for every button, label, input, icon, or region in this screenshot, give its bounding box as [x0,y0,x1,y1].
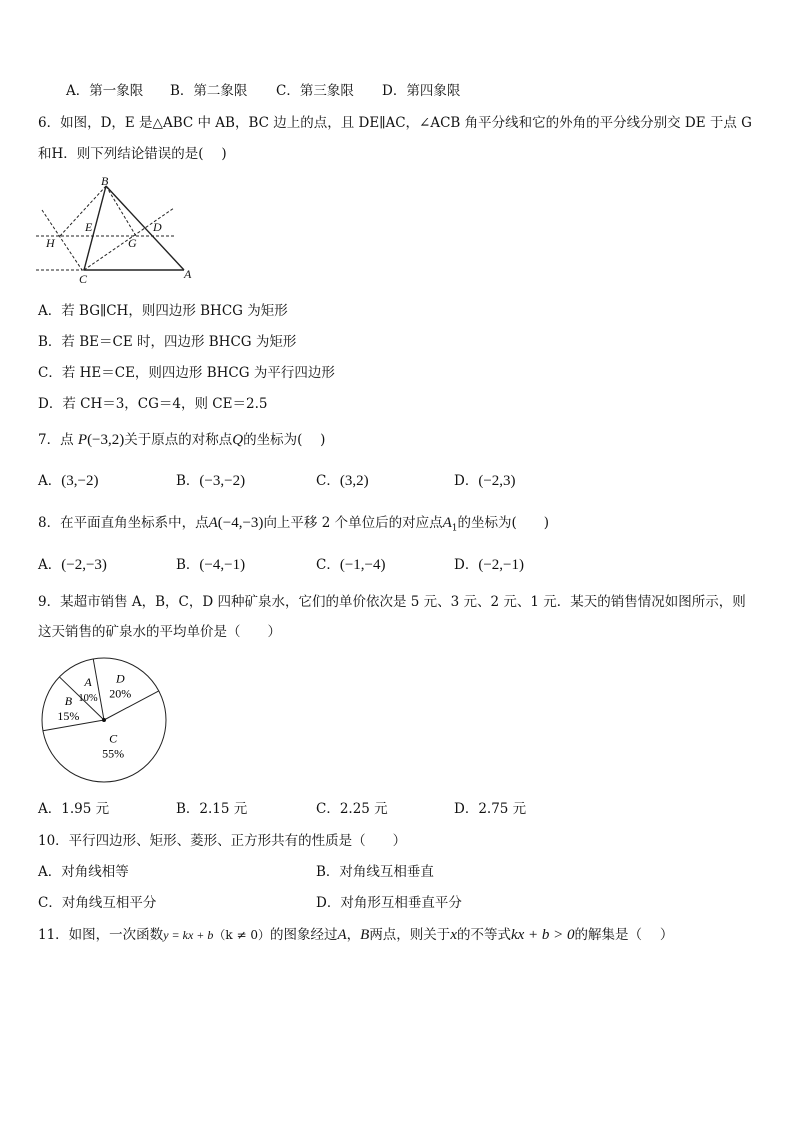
q8-option-b: B．(−4,−1) [176,557,246,573]
q9-option-b: B．2.15 元 [176,801,248,817]
q7-stem: 7．点 P(−3,2)关于原点的对称点Q的坐标为( ) [38,432,326,448]
q7-option-c: C．(3,2) [316,473,369,489]
q10-stem: 10．平行四边形、矩形、菱形、正方形共有的性质是（ ） [38,833,407,849]
q7-point-q: Q [232,432,244,448]
q8-option-c: C．(−1,−4) [316,557,386,573]
dashed-bg [106,186,136,236]
q6-option-d: D．若 CH＝3，CG＝4，则 CE＝2.5 [38,396,268,412]
q8-stem: 8．在平面直角坐标系中，点A(−4,−3)向上平移 2 个单位后的对应点$A_1$的坐标为( ) [38,515,550,534]
q10-option-d: D．对角形互相垂直平分 [316,895,462,911]
q6-stem-line1: 6．如图，D，E 是△ABC 中 AB，BC 边上的点，且 DE∥AC，∠ACB 角平分线和它的外角的平分线分别交 DE 于点 G [38,115,752,131]
q8-point-a: A [208,515,218,531]
q11-function: y = kx + b [163,928,214,942]
q9-option-c: C．2.25 元 [316,801,388,817]
q7-option-b: B．(−3,−2) [176,473,246,489]
pie-percent-a: 10% [78,692,98,704]
q8-option-a: A．(−2,−3) [38,557,107,573]
q6-option-b: B．若 BE＝CE 时，四边形 BHCG 为矩形 [38,334,297,350]
q9-pie-chart [38,654,170,786]
q11-stem: 11．如图，一次函数y = kx + b（k ≠ 0）的图象经过A，B两点，则关于x的不等式kx + b > 0的解集是（ ） [38,927,674,943]
q10-option-a: A．对角线相等 [38,864,129,880]
q9-option-a: A．1.95 元 [38,801,110,817]
pie-center-dot [102,718,106,722]
label-c: C [79,272,88,284]
pie-percent-b: 15% [57,709,80,724]
q9-stem-line2: 这天销售的矿泉水的平均单价是（ ） [38,624,281,640]
label-e: E [85,220,93,234]
q5-option-a: A．第一象限 [66,83,144,99]
pie-label-d: D [115,671,125,686]
q5-option-c: C．第三象限 [276,83,354,99]
q7-point-p: P [77,432,88,448]
q6-option-a: A．若 BG∥CH，则四边形 BHCG 为矩形 [38,303,288,319]
pie-label-b: B [64,694,73,709]
label-b: B [101,174,109,188]
q6-triangle-figure [36,174,196,284]
q11-inequality: kx + b > 0 [510,927,575,943]
q8-coord: (−4,−3) [217,515,264,531]
q7-coord: (−3,2) [87,432,125,448]
label-d: D [153,220,162,234]
q10-option-c: C．对角线互相平分 [38,895,157,911]
q10-option-b: B．对角线互相垂直 [316,864,434,880]
q7-option-a: A．(3,−2) [38,473,99,489]
label-g: G [128,236,137,250]
pie-percent-d: 20% [109,686,132,701]
q7-option-d: D．(−2,3) [454,473,516,489]
q5-option-d: D．第四象限 [382,83,461,99]
q5-option-b: B．第二象限 [170,83,248,99]
side-ba [106,186,184,270]
q9-stem-line1: 9．某超市销售 A，B，C，D 四种矿泉水，它们的单价依次是 5 元、3 元、2 元、1 元．某天的销售情况如图所示，则 [38,594,746,610]
pie-label-a: A [84,674,92,689]
label-a: A [184,267,192,281]
q9-option-d: D．2.75 元 [454,801,527,817]
label-h: H [46,236,55,250]
q8-point-a1: A [442,515,452,531]
pie-percent-c: 55% [102,746,125,761]
q6-option-c: C．若 HE＝CE，则四边形 BHCG 为平行四边形 [38,365,335,381]
q8-option-d: D．(−2,−1) [454,557,524,573]
pie-label-c: C [109,731,118,746]
q6-stem-line2: 和H．则下列结论错误的是( ) [38,146,227,162]
